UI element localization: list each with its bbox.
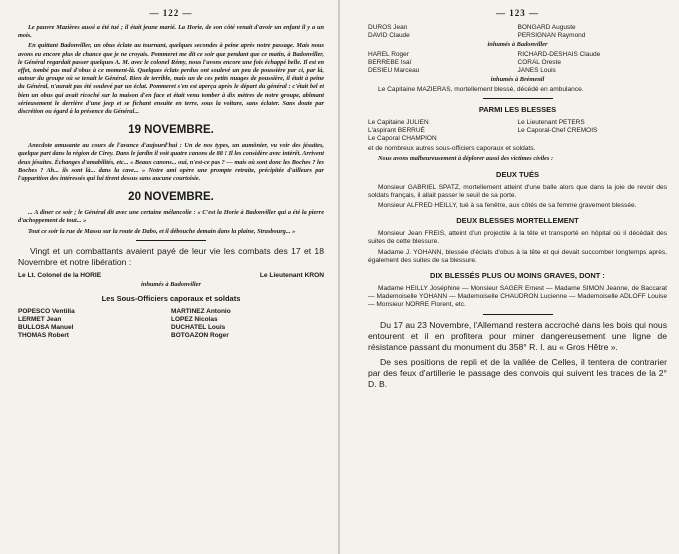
paragraph: Du 17 au 23 Novembre, l'Allemand restera accroché dans les bois qui nous entourent et il en profitera pour miner dangereusement une ligne de résistance passant du monument du 358° R. I. au « Gros Hêtre ». [368, 319, 667, 352]
paragraph: Madame J. YOHANN, blessée d'éclats d'obus à la tête et qui devait succomber longtemps après, également des suites de sa blessure. [368, 248, 667, 264]
list-item: Le Capitaine JULIEN [368, 119, 429, 127]
names-list [368, 51, 667, 75]
list-item: DESIEU Marceau [368, 67, 420, 74]
list-item: BULLOSA Manuel [18, 324, 74, 332]
officer-name: Le Lt. Colonel de la HORIE [18, 271, 102, 279]
paragraph: Monsieur ALFRED HEILLY, tué à sa fenêtre, aux côtés de sa femme gravement blessée. [378, 202, 637, 210]
list-item: Le Caporal CHAMPION [368, 135, 437, 143]
date-heading: 20 NOVEMBRE. [128, 191, 214, 204]
list-item: BOTGAZON Roger [171, 332, 229, 340]
divider [483, 314, 553, 315]
list-item: LERMET Jean [18, 316, 62, 324]
paragraph: Anecdote amusante au cours de l'avance d'aujourd'hui : Un de nos types, un aumônier, vu voir des jésuites, quelque part dans la région de Cirey. Dans le jardin il voit quatre canons de 88 ! Il les considère avec intérêt. Arrivent deux jésuites. Échanges d'amabilités, etc... « Beaux canons... oui, n'est-ce pas ? — mais où sont donc les Boches ? les Boches ? Ah... ils sont là... dans la cave... » Notre ami opère une prompte retraite, précipitée d'ailleurs par l'apparition des intéressés qui lui tirent dessus sans aucune courtoisie. [18, 142, 324, 183]
paragraph: Tout ce soir la rue de Massu sur la route de Dabo, et il débouche demain dans la plaine, Strasbourg... » [28, 227, 296, 235]
list-item [518, 135, 668, 143]
list-item: THOMAS Robert [18, 332, 69, 340]
list-item: Le Lieutenant PETERS [517, 119, 585, 127]
list-item: POPESCO Ventilia [18, 308, 75, 316]
paragraph: En quittant Badonviller, un obus éclate au tournant, quelques secondes à peine après notre passage. Mais nous avons eu encore plus de chance que je ne croyais. Pommeret me dit ce soir que pendant que ce matin, à Badonviller, le Général regardait passer quelques A. M. avec le colonel Rémy, nous l'avons encore une fois échappé belle. Il est en effet, tombé pas mal d'obus à ce moment-là. Quelques éclats perdus ont soulevé un peu de poussière par ci, par là, autour du groupe où se tenait le Général. Rien de terrible, mais un de ces petits nuages de poussière, il était à peine du Général, n'aurait pas été soulevé par un éclat. Pommeret s'en est aperçu après le départ du général : c'était bel et bien un obus qui avait ricoché sur la maison d'en face et était venu tomber à dix mètres de notre groupe, abîmant sérieusement le derrière d'une jeep et se fichant ensuite en terre, sous la voiture, sans éclater. Sans doute par discrétion ou égard à la présence du Général... [18, 42, 324, 116]
divider [136, 240, 206, 241]
section-heading: DEUX BLESSES MORTELLEMENT [456, 216, 579, 226]
officer-name: Le Lieutenant KRON [259, 271, 324, 279]
names-list [368, 24, 667, 40]
paragraph: Monsieur Jean FREIS, atteint d'un projectile à la tête et transporté en hôpital où il décédait des suites de cette blessure. [368, 230, 667, 246]
section-heading: Les Sous-Officiers caporaux et soldats [101, 294, 241, 304]
burial-place: inhumés à Badonviller [140, 281, 201, 289]
officers-row [18, 272, 324, 280]
paragraph: Le Capitaine MAZIERAS, mortellement blessé, décédé en ambulance. [378, 86, 584, 93]
paragraph: et de nombreux autres sous-officiers caporaux et soldats. [368, 145, 536, 153]
list-item: MARTINEZ Antonio [171, 308, 231, 316]
right-page [340, 0, 679, 554]
date-heading: 19 NOVEMBRE. [128, 124, 214, 137]
list-item: LOPEZ Nicolas [171, 316, 218, 324]
list-item: PERSIGNAN Raymond [517, 32, 586, 39]
paragraph: Vingt et un combattants avaient payé de leur vie les combats des 17 et 18 Novembre et notre libération : [18, 245, 324, 267]
burial-place: inhumés à Badonviller [487, 41, 548, 48]
list-item: Le Caporal-Chef CREMOIS [517, 127, 598, 135]
section-heading: PARMI LES BLESSES [478, 105, 557, 115]
list-item: DUROS Jean [368, 24, 408, 31]
section-heading: DIX BLESSÉS PLUS OU MOINS GRAVES, DONT : [430, 271, 605, 281]
burial-place: inhumés à Brémenil [490, 76, 545, 83]
list-item: BONGARD Auguste [517, 24, 576, 31]
paragraph: Monsieur GABRIEL SPATZ, mortellement atteint d'une balle alors que dans la joie de revoir des soldats français, il allait passer le seuil de sa porte. [368, 183, 667, 199]
page-number: — 123 — [496, 8, 539, 18]
divider [483, 98, 553, 99]
wounded-list [368, 119, 667, 143]
paragraph: ... A dîner ce soir ; le Général dit avec une certaine mélancolie : « C'est la Horie à Badonviller qui a été la pierre d'achoppement de tout... » [18, 209, 324, 225]
list-item: JANES Louis [517, 67, 556, 74]
paragraph: Nous avons malheureusement à déplorer aussi des victimes civiles : [378, 155, 554, 163]
paragraph: Madame HEILLY Joséphine — Monsieur SAGER Ernest — Madame SIMON Jeanne, de Baccarat — Mademoiselle YOHANN — Mademoiselle CHAUDRON Lucienne — Mademoiselle ADLOFF Louise — Monsieur NORRE Florent, etc. [368, 285, 667, 309]
list-item: CORAL Oreste [517, 59, 561, 66]
paragraph: De ses positions de repli et de la vallée de Celles, il tentera de contrarier par des feux d'artillerie le passage des convois qui suivent les traces de la 2° D. B. [368, 356, 667, 389]
section-heading: DEUX TUÉS [496, 169, 539, 179]
list-item: L'aspirant BERRUÉ [368, 127, 425, 135]
paragraph: Le pauvre Mazières aussi a été tué ; il était jeune marié. La Horie, de son côté venait d'avoir un enfant il y a un mois. [18, 24, 324, 40]
list-item: DAVID Claude [368, 32, 410, 39]
list-item: RICHARD-DESHAIS Claude [517, 51, 601, 58]
list-item: HAREL Roger [368, 51, 409, 58]
list-item: DUCHATEL Louis [171, 324, 226, 332]
names-list [18, 308, 324, 340]
page-number: — 122 — [149, 8, 193, 18]
list-item: BERREBE Isaï [368, 59, 412, 66]
